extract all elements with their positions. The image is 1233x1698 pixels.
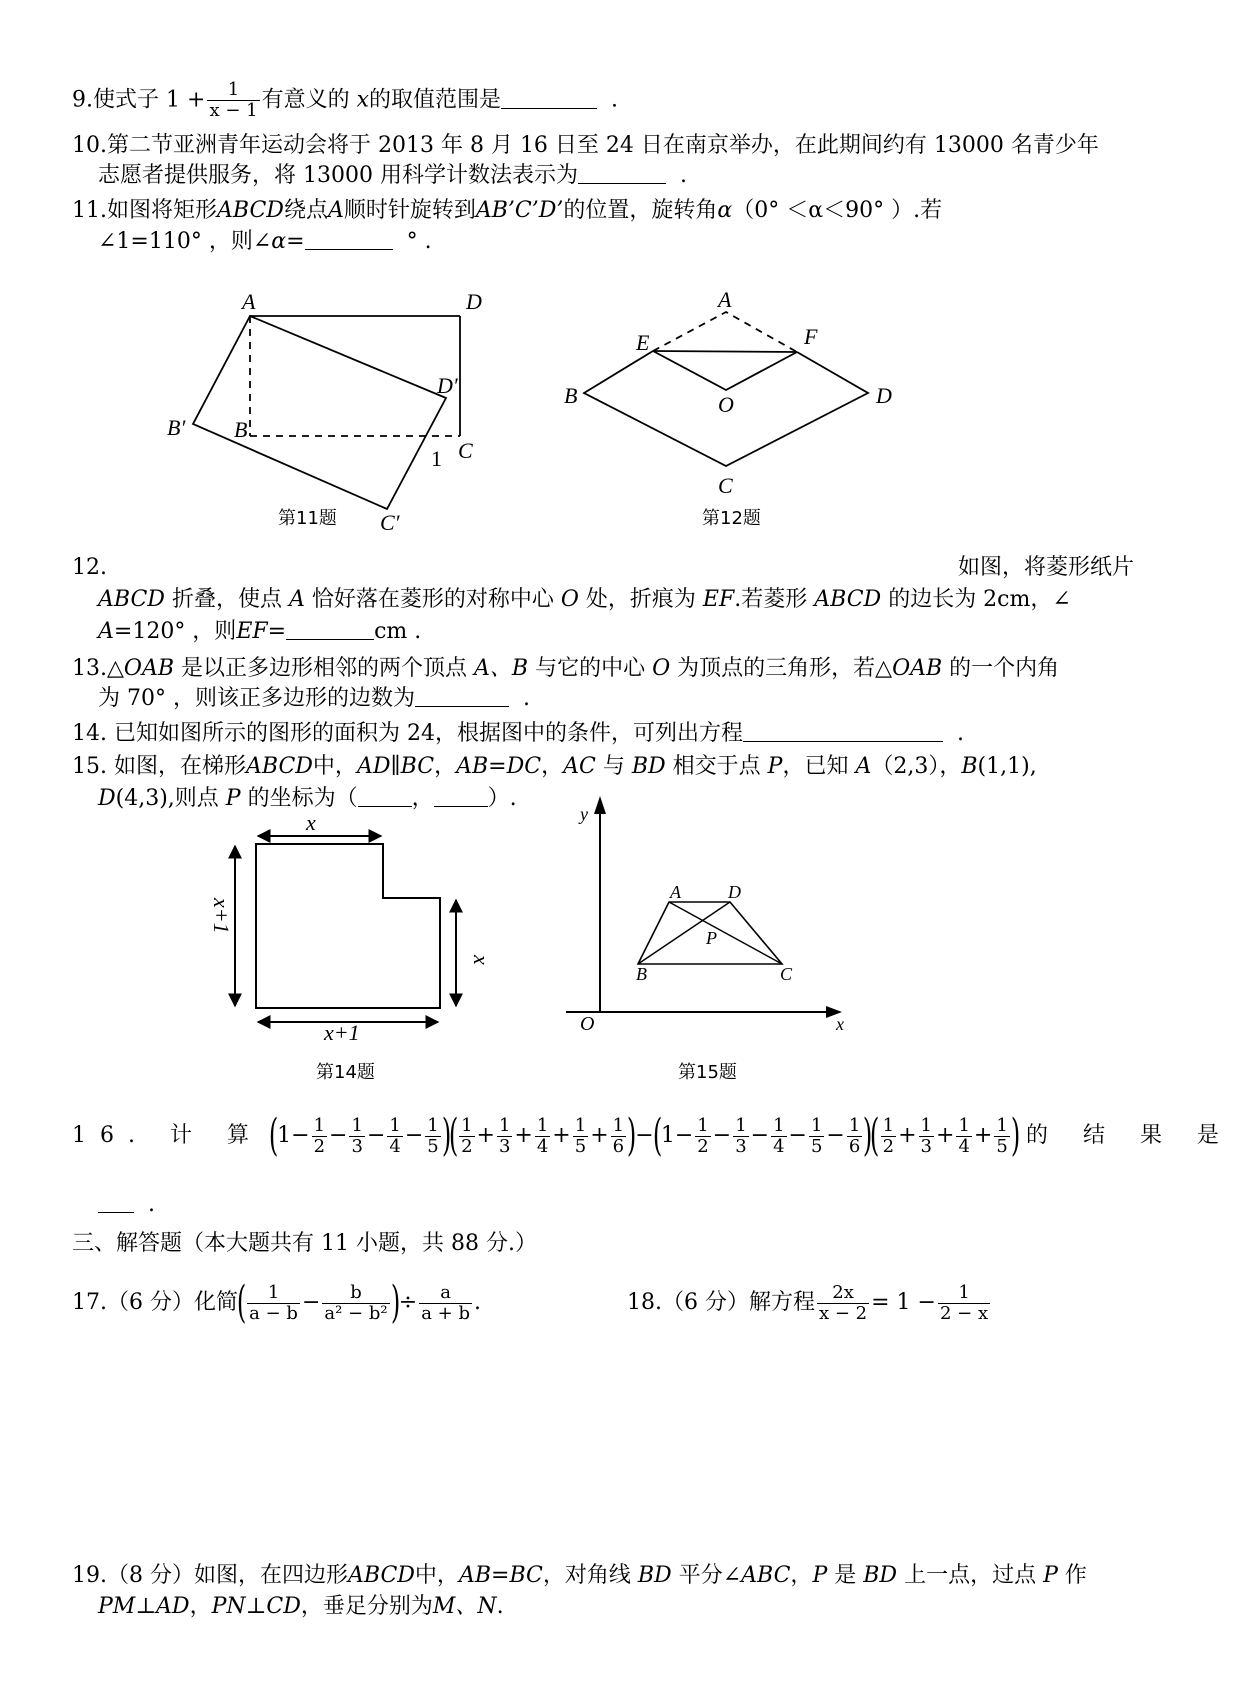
- q11-abcd: ABCD: [217, 198, 284, 223]
- q16-frac: [919, 1116, 934, 1157]
- q16-tail: 的 结 果 是: [1025, 1123, 1233, 1148]
- q19-perp-2: ⊥: [245, 1594, 267, 1619]
- fig14-label-bottom: x+1: [324, 1020, 360, 1045]
- q18-frac-2: [938, 1283, 990, 1324]
- q10-end: .: [679, 163, 687, 188]
- fig11-label-a: A: [242, 289, 256, 314]
- q19-abcd: ABCD: [347, 1563, 415, 1588]
- q16-frac-num: 1: [427, 1114, 439, 1136]
- fig12-label-a: A: [718, 287, 732, 312]
- q16-frac-den: 3: [735, 1135, 747, 1157]
- fig15-label-o: O: [580, 1013, 595, 1035]
- q15-dc: DC: [506, 754, 542, 779]
- q12-text-j: 的边长为 2cm，∠: [888, 587, 1071, 612]
- fig15-diagonal-ac: [669, 902, 782, 964]
- q12-unit: cm .: [374, 619, 422, 644]
- q16-frac: [695, 1116, 710, 1157]
- q16-end: .: [148, 1192, 155, 1217]
- q19-bd: BD: [637, 1563, 672, 1588]
- q16-frac: [771, 1116, 786, 1157]
- q18-frac-1: [817, 1283, 869, 1324]
- q13-text-b: 是以正多边形相邻的两个顶点: [181, 656, 468, 681]
- q15-yu: 与: [602, 754, 625, 779]
- q12-angle-a: A: [98, 619, 114, 644]
- q19-p-2: P: [1043, 1563, 1058, 1588]
- q16-frac-num: 1: [810, 1114, 823, 1136]
- fig11-caption: 第11题: [278, 508, 337, 529]
- q15-bc: BC: [400, 754, 435, 779]
- q13-oab: OAB: [123, 656, 174, 681]
- fig15-caption: 第15题: [678, 1062, 737, 1083]
- q19-mn: M、N: [432, 1594, 497, 1619]
- q16-frac: [956, 1116, 971, 1157]
- q19-text-a: 19.（8 分）如图，在四边形: [72, 1563, 348, 1588]
- q18-frac-2-num: 1: [938, 1283, 990, 1304]
- question-18: [627, 1275, 992, 1331]
- fig12-label-f: F: [804, 324, 818, 349]
- q15-comma-1: ，: [434, 754, 457, 779]
- q18-frac-1-den: x − 2: [818, 1302, 868, 1324]
- q15-ad: AD: [356, 754, 391, 779]
- q15-text-a: 15. 如图，在梯形: [72, 754, 246, 779]
- q16-frac: [459, 1116, 474, 1157]
- fig12-caption: 第12题: [702, 508, 761, 529]
- q15-parallel: ∥: [390, 754, 401, 779]
- q17-frac-1: [247, 1283, 300, 1324]
- q9-number: 9.: [72, 87, 93, 113]
- q15-p: P: [767, 754, 783, 779]
- q17-frac-3-den: a + b: [421, 1302, 470, 1324]
- q16-label: 16. 计 算: [72, 1123, 263, 1148]
- q17-frac-2: [322, 1283, 389, 1324]
- q11-point-a: A: [327, 198, 344, 223]
- q15-ab: AB: [456, 754, 489, 779]
- q17-frac-1-num: 1: [247, 1283, 300, 1304]
- q15-text-d: ，已知: [782, 754, 849, 779]
- q15-text-e: (4,3),则点: [115, 786, 219, 811]
- q16-answer-line: [98, 1190, 155, 1220]
- q19-end: .: [496, 1594, 504, 1619]
- q16-frac-den: 2: [697, 1135, 709, 1157]
- q17-paren: ): [390, 1277, 400, 1328]
- q16-frac-den: 6: [848, 1135, 861, 1157]
- q17-end: .: [473, 1290, 481, 1315]
- q18-eq: = 1 −: [871, 1290, 936, 1315]
- q12-text-h: .若菱形: [734, 587, 808, 612]
- q16-frac: [733, 1116, 748, 1157]
- q11-alpha: α: [717, 198, 733, 223]
- q15-comma-2: ，: [541, 754, 564, 779]
- q12-ef: EF: [702, 587, 735, 612]
- q15-d: D: [98, 786, 116, 811]
- q9-var-x: x: [356, 87, 370, 113]
- q13-text-e: 的一个内角: [949, 656, 1060, 681]
- q15-eq: =: [488, 754, 507, 779]
- fig15-label-d: D: [728, 882, 741, 902]
- q16-op: −: [635, 1123, 654, 1148]
- q12-line1-right: 如图，将菱形纸片: [957, 555, 1134, 580]
- q16-frac-den: 6: [612, 1135, 625, 1157]
- q15-b-coord: (1,1),: [977, 754, 1037, 779]
- q9-frac-num: 1: [207, 80, 259, 101]
- q15-ac: AC: [563, 754, 596, 779]
- fig11-label-c: C: [458, 438, 473, 463]
- q16-op: −: [329, 1123, 348, 1148]
- q16-frac: [387, 1116, 402, 1157]
- q16-frac-den: 2: [461, 1135, 473, 1157]
- q12-text-3b: =120° ，则: [113, 619, 237, 644]
- q12-text-d: 恰好落在菱形的对称中心: [311, 587, 554, 612]
- q16-paren: ): [441, 1110, 452, 1161]
- fig11-label-b-prime: B′: [167, 415, 186, 440]
- fig14-label-top: x: [306, 810, 316, 835]
- q12-point-o: O: [560, 587, 579, 612]
- q17-paren: (: [236, 1277, 247, 1328]
- q16-frac-den: 4: [773, 1135, 785, 1157]
- q16-frac-num: 1: [574, 1114, 587, 1136]
- fig15-label-x: x: [836, 1014, 844, 1034]
- q11-text-a: 11.如图将矩形: [72, 198, 217, 223]
- q16-frac-num: 1: [958, 1114, 970, 1136]
- q19-text-b: 中，: [414, 1563, 459, 1588]
- q11-end: ° .: [406, 229, 432, 254]
- q11-eq: =: [286, 229, 305, 254]
- q9-end: .: [611, 87, 619, 113]
- q16-op: −: [404, 1123, 424, 1148]
- q11-text-b: 绕点: [283, 198, 328, 223]
- question-17: [72, 1275, 481, 1331]
- q12-text-f: 处，折痕为: [585, 587, 696, 612]
- q16-frac-den: 2: [313, 1135, 326, 1157]
- fig12-label-o: O: [718, 392, 734, 417]
- q15-comma-3: ，: [411, 786, 434, 811]
- q16-op: −: [674, 1123, 694, 1148]
- q19-text-g: 上一点，过点: [904, 1563, 1037, 1588]
- q16-frac: [573, 1116, 588, 1157]
- q14-text: 14. 已知如图所示的图形的面积为 24，根据图中的条件，可列出方程: [72, 721, 743, 746]
- q13-ab: A、B: [474, 656, 529, 681]
- q19-pm: PM: [98, 1594, 136, 1619]
- q11-text-d: 的位置，旋转角: [563, 198, 718, 223]
- fig12-label-b: B: [564, 383, 578, 408]
- q13-text-d: 为顶点的三角形，若△: [677, 656, 893, 681]
- q16-one-1: 1: [277, 1123, 292, 1148]
- q17-frac-2-den: a² − b²: [324, 1302, 388, 1324]
- q16-frac: [847, 1116, 862, 1157]
- q16-frac-num: 1: [498, 1114, 511, 1136]
- q16-op: +: [514, 1123, 533, 1148]
- fig15-label-a: A: [670, 882, 681, 902]
- q9-text-b: 有意义的: [261, 87, 350, 113]
- q16-frac: [312, 1116, 327, 1157]
- q12-number: 12.: [72, 555, 107, 580]
- q16-frac: [994, 1116, 1009, 1157]
- q16-op: −: [712, 1123, 732, 1148]
- q12-eq: =: [267, 619, 287, 644]
- q19-text-f: 是: [834, 1563, 857, 1588]
- q16-frac-den: 3: [920, 1135, 932, 1157]
- q16-frac-num: 1: [612, 1114, 625, 1136]
- q19-text-c: ，对角线: [542, 1563, 631, 1588]
- q14-end: .: [956, 721, 964, 746]
- q13-text-c: 与它的中心: [535, 656, 646, 681]
- q9-expr-one: 1 +: [166, 87, 206, 113]
- q16-frac-den: 4: [536, 1135, 549, 1157]
- q16-frac: [349, 1116, 364, 1157]
- q16-op: −: [788, 1123, 807, 1148]
- q16-paren: ): [1010, 1110, 1021, 1161]
- fig14-caption: 第14题: [316, 1062, 375, 1083]
- q16-op: +: [898, 1123, 917, 1148]
- q19-p: P: [812, 1563, 828, 1588]
- q16-op: −: [291, 1123, 310, 1148]
- q19-ad: AD: [156, 1594, 190, 1619]
- q13-oab-2: OAB: [892, 656, 943, 681]
- q16-op: +: [590, 1123, 609, 1148]
- q16-frac-num: 1: [735, 1114, 747, 1136]
- section-3-heading: 三、解答题（本大题共有 11 小题，共 88 分.）: [72, 1231, 537, 1256]
- q16-frac-num: 1: [848, 1114, 861, 1136]
- fig12-label-e: E: [636, 330, 650, 355]
- q16-frac: [611, 1116, 626, 1157]
- q9-frac-den: x − 1: [209, 100, 258, 121]
- q16-frac-den: 2: [882, 1135, 895, 1157]
- q19-ab: AB: [458, 1563, 491, 1588]
- question-16: [72, 1108, 1233, 1164]
- q15-a: A: [855, 754, 872, 779]
- q19-comma: ，: [189, 1594, 212, 1619]
- q16-frac: [881, 1116, 896, 1157]
- q11-text-c: 顺时针旋转到: [343, 198, 476, 223]
- q17-div: ÷: [398, 1290, 418, 1315]
- q18-frac-2-den: 2 − x: [939, 1302, 989, 1324]
- q11-text-f: ∠1=110° ，则∠: [98, 229, 272, 254]
- q16-frac-num: 1: [389, 1114, 401, 1136]
- q15-bd: BD: [631, 754, 666, 779]
- q19-bc: BC: [509, 1563, 543, 1588]
- q16-frac-den: 4: [389, 1135, 401, 1157]
- q16-frac: [425, 1116, 440, 1157]
- fig14-label-left: x+1: [209, 898, 234, 934]
- fig11-label-b: B: [234, 417, 248, 442]
- q16-op: −: [750, 1123, 770, 1148]
- q16-paren: ): [626, 1110, 637, 1161]
- fig15-label-b: B: [636, 964, 647, 984]
- fig11-label-d: D: [466, 289, 482, 314]
- q16-frac-den: 5: [574, 1135, 587, 1157]
- q15-text-b: 中，: [312, 754, 357, 779]
- q16-frac: [497, 1116, 512, 1157]
- q16-paren: (: [870, 1110, 880, 1161]
- q15-text-f: 的坐标为（: [247, 786, 358, 811]
- q12-text-b: 折叠，使点: [171, 587, 282, 612]
- q19-text-h: 作: [1064, 1563, 1087, 1588]
- q17-minus: −: [301, 1290, 321, 1315]
- q12-abcd-2: ABCD: [814, 587, 882, 612]
- fig15-label-y: y: [580, 804, 588, 824]
- q17-frac-1-den: a − b: [249, 1302, 298, 1324]
- q18-label: 18.（6 分）解方程: [627, 1290, 815, 1315]
- q16-frac: [535, 1116, 550, 1157]
- q10-line1: 10.第二节亚洲青年运动会将于 2013 年 8 月 16 日至 24 日在南京举办，在此期间约有 13000 名青少年: [72, 133, 1099, 158]
- q16-frac-num: 1: [996, 1114, 1008, 1136]
- q15-a-coord: （2,3），: [871, 754, 962, 779]
- q19-eq: =: [491, 1563, 510, 1588]
- q16-frac-den: 5: [996, 1135, 1008, 1157]
- q17-label: 17.（6 分）化简: [72, 1290, 238, 1315]
- q19-text-e2: ，垂足分别为: [300, 1594, 433, 1619]
- q12-ef-2: EF: [236, 619, 268, 644]
- q16-frac-num: 1: [351, 1114, 363, 1136]
- q19-text-e: ，: [790, 1563, 813, 1588]
- q17-frac-3: [419, 1283, 472, 1324]
- q16-paren: (: [448, 1110, 459, 1161]
- fig15-y-arrow: [594, 796, 606, 814]
- q16-paren: (: [268, 1110, 279, 1161]
- q16-op: −: [366, 1123, 386, 1148]
- q12-point-a: A: [288, 587, 305, 612]
- q16-frac-den: 5: [810, 1135, 823, 1157]
- q16-frac-num: 1: [920, 1114, 932, 1136]
- q11-text-e: （0° ＜α＜90° ）.若: [732, 198, 943, 223]
- q16-answer-blank[interactable]: [98, 1190, 134, 1213]
- fig11-label-c-prime: C′: [380, 510, 400, 535]
- q13-end: .: [522, 686, 530, 711]
- q12-abcd: ABCD: [98, 587, 165, 612]
- q16-frac-num: 1: [461, 1114, 473, 1136]
- fig15-label-p: P: [706, 928, 717, 948]
- fig11-label-d-prime: D′: [437, 373, 458, 398]
- q13-text-a: 13.△: [72, 656, 124, 681]
- q9-text-c: 的取值范围是: [369, 87, 502, 113]
- q16-one-2: 1: [660, 1123, 675, 1148]
- q17-frac-3-num: a: [419, 1283, 472, 1304]
- q16-frac-num: 1: [697, 1114, 709, 1136]
- q15-p-2: P: [225, 786, 241, 811]
- fig11-label-angle-1: 1: [431, 446, 442, 471]
- q10-text: 志愿者提供服务，将 13000 用科学计数法表示为: [98, 163, 578, 188]
- q16-frac-den: 3: [351, 1135, 363, 1157]
- fig12-label-d: D: [876, 383, 892, 408]
- q16-frac-num: 1: [313, 1114, 326, 1136]
- q13-text-f: 为 70° ，则该正多边形的边数为: [98, 686, 415, 711]
- q11-alpha-2: α: [271, 229, 287, 254]
- q19-perp-1: ⊥: [135, 1594, 157, 1619]
- q11-abcd-rotated: AB’C’D’: [475, 198, 564, 223]
- q19-line1: [72, 1561, 1087, 1591]
- q16-frac-den: 5: [427, 1135, 439, 1157]
- q17-frac-2-num: b: [322, 1283, 389, 1304]
- q16-frac: [809, 1116, 824, 1157]
- q16-frac-num: 1: [536, 1114, 549, 1136]
- q16-op: +: [476, 1123, 495, 1148]
- q19-text-d: 平分∠: [678, 1563, 742, 1588]
- q19-pn: PN: [211, 1594, 246, 1619]
- q16-op: +: [552, 1123, 571, 1148]
- q19-abc: ABC: [741, 1563, 791, 1588]
- q16-op: +: [936, 1123, 955, 1148]
- q15-b: B: [961, 754, 978, 779]
- q16-frac-den: 3: [498, 1135, 511, 1157]
- q16-op: +: [973, 1123, 993, 1148]
- q16-frac-den: 4: [958, 1135, 970, 1157]
- q19-line2: [98, 1592, 504, 1622]
- q16-frac-num: 1: [882, 1114, 895, 1136]
- q9-text-a: 使式子: [93, 87, 160, 113]
- q15-abcd: ABCD: [245, 754, 313, 779]
- q16-frac-num: 1: [773, 1114, 785, 1136]
- q16-op: −: [826, 1123, 845, 1148]
- fig15-label-c: C: [780, 964, 793, 984]
- q16-paren: (: [652, 1110, 662, 1161]
- q18-frac-1-num: 2x: [817, 1283, 869, 1304]
- q19-bd-2: BD: [863, 1563, 898, 1588]
- q19-cd: CD: [266, 1594, 301, 1619]
- fig14-label-right: x: [469, 955, 494, 965]
- q15-end: ）.: [487, 786, 517, 811]
- q16-paren: ): [863, 1110, 873, 1161]
- q13-o: O: [652, 656, 671, 681]
- fig12-label-c: C: [718, 473, 733, 498]
- q15-text-c: 相交于点: [672, 754, 761, 779]
